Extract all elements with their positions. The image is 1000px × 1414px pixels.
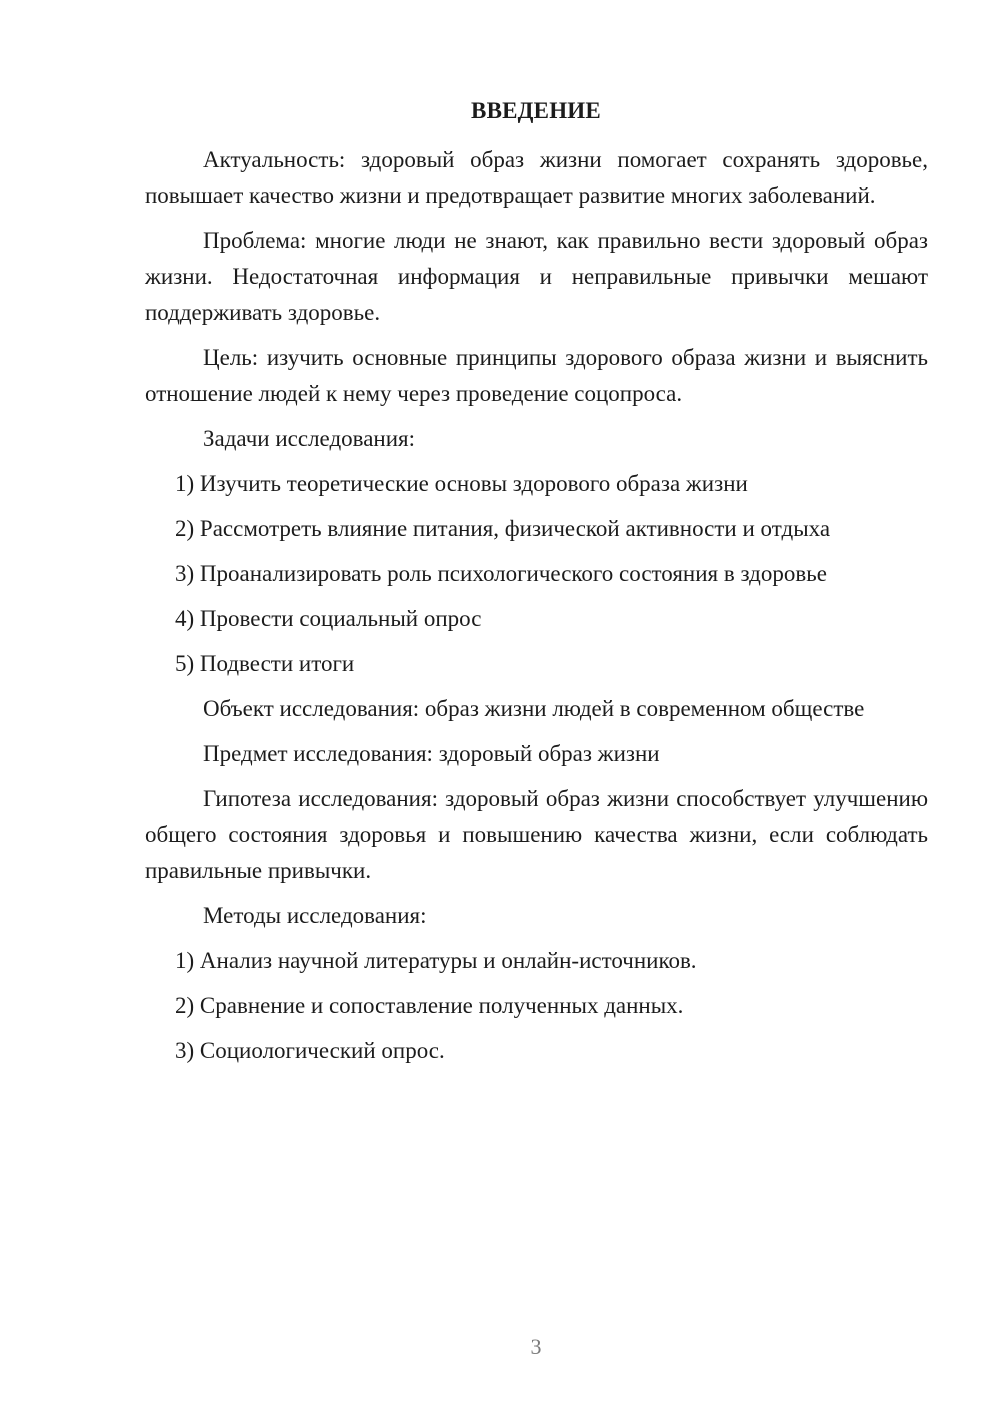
task-item: 1) Изучить теоретические основы здорового образа жизни bbox=[175, 471, 748, 496]
task-item: 2) Рассмотреть влияние питания, физической активности и отдыха bbox=[175, 516, 831, 541]
hypothesis-paragraph: Гипотеза исследования: здоровый образ жизни способствует улучшению общего состояния здоровья и повышению качества жизни, если соблюдать правильные привычки. bbox=[145, 786, 928, 883]
method-item: 3) Социологический опрос. bbox=[175, 1038, 445, 1063]
methods-title: Методы исследования: bbox=[203, 903, 427, 928]
tasks-list bbox=[145, 466, 928, 682]
task-item: 5) Подвести итоги bbox=[175, 651, 355, 676]
problem-paragraph: Проблема: многие люди не знают, как правильно вести здоровый образ жизни. Недостаточная информация и неправильные привычки мешают поддерживать здоровье. bbox=[145, 228, 928, 325]
object-paragraph: Объект исследования: образ жизни людей в современном обществе bbox=[203, 696, 865, 721]
method-item: 2) Сравнение и сопоставление полученных данных. bbox=[175, 993, 684, 1018]
task-item: 4) Провести социальный опрос bbox=[175, 606, 482, 631]
tasks-title: Задачи исследования: bbox=[203, 426, 416, 451]
section-heading: ВВЕДЕНИЕ bbox=[471, 98, 601, 123]
methods-list bbox=[145, 943, 928, 1069]
page-number: 3 bbox=[530, 1334, 542, 1359]
subject-paragraph: Предмет исследования: здоровый образ жизни bbox=[203, 741, 660, 766]
relevance-paragraph: Актуальность: здоровый образ жизни помогает сохранять здоровье, повышает качество жизни и предотвращает развитие многих заболеваний. bbox=[145, 147, 928, 208]
goal-paragraph: Цель: изучить основные принципы здорового образа жизни и выяснить отношение людей к нему через проведение соцопроса. bbox=[145, 345, 928, 406]
method-item: 1) Анализ научной литературы и онлайн-источников. bbox=[175, 948, 697, 973]
introduction-body bbox=[145, 142, 928, 1078]
task-item: 3) Проанализировать роль психологического состояния в здоровье bbox=[175, 561, 827, 586]
